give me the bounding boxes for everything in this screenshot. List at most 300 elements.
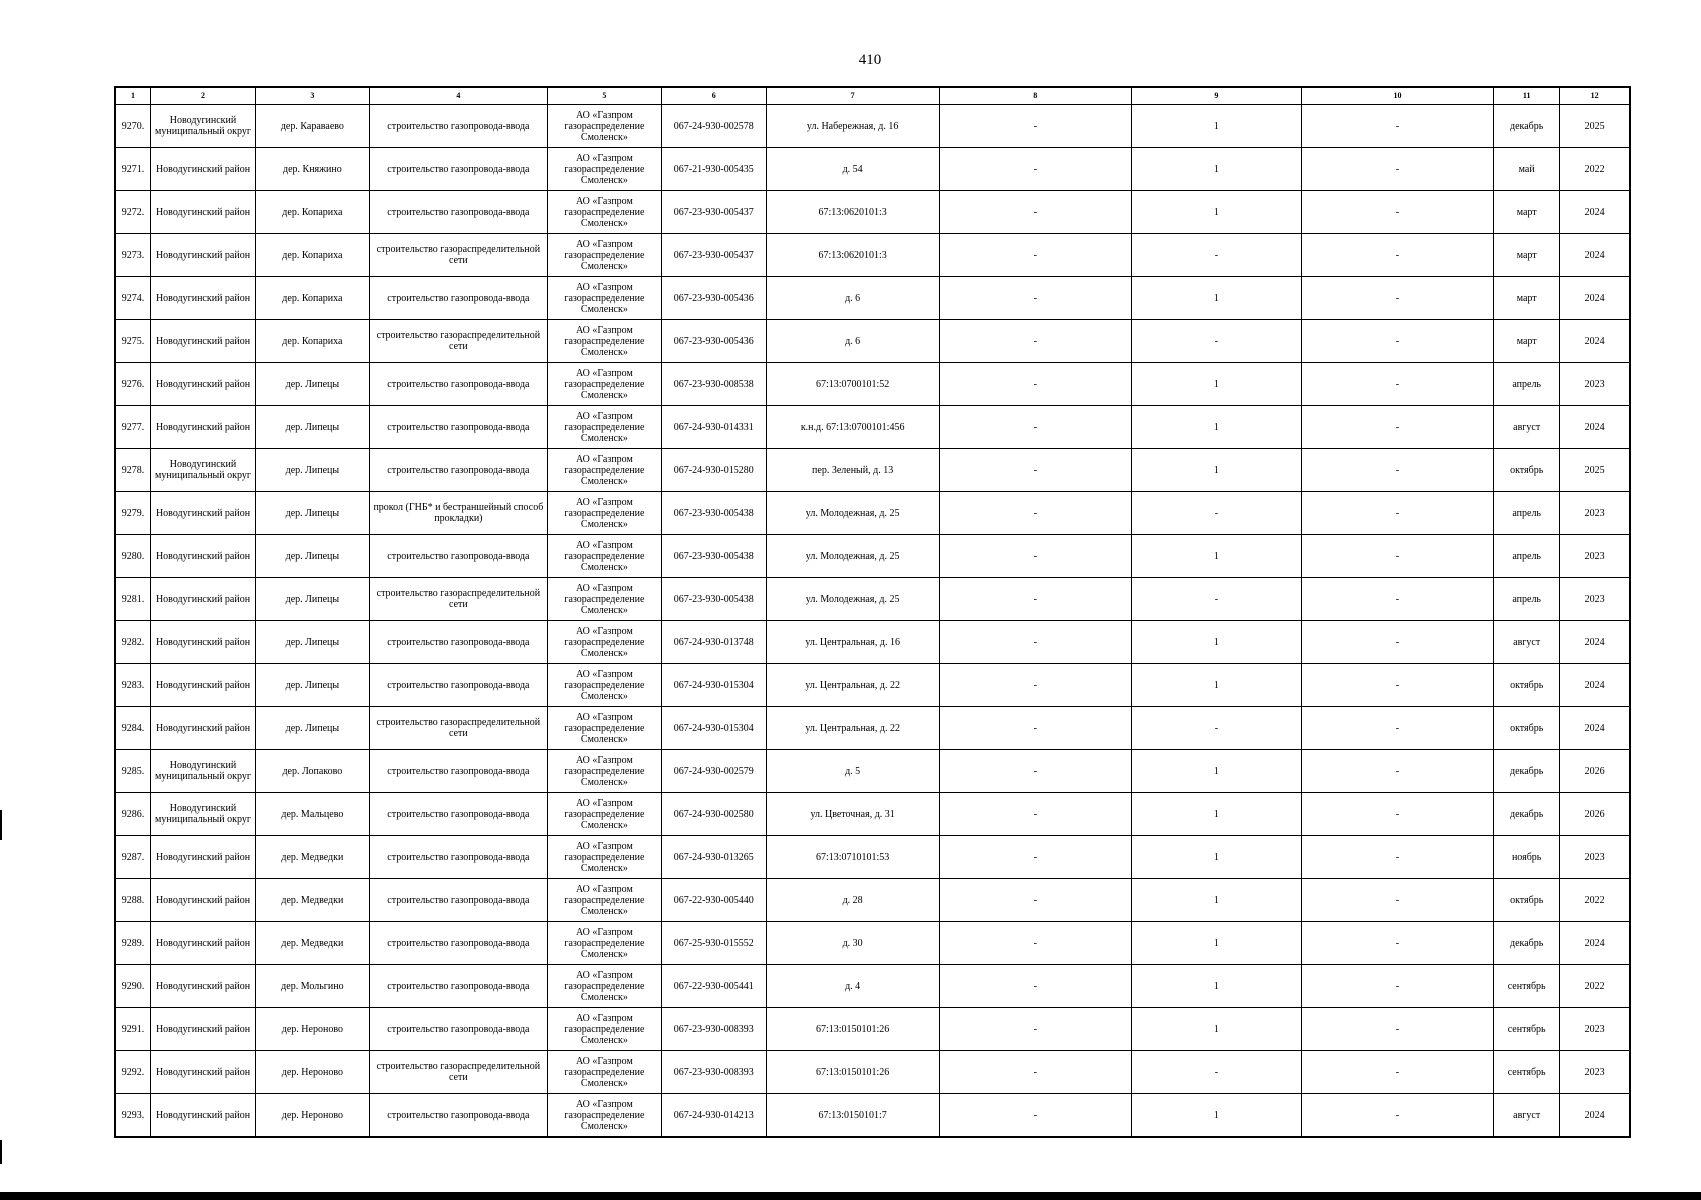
cell-municipality: Новодугинский муниципальный округ <box>151 793 256 836</box>
column-header: 7 <box>766 87 939 105</box>
cell-municipality: Новодугинский район <box>151 965 256 1008</box>
cell-object-code: 067-24-930-002578 <box>661 105 766 148</box>
cell-month: март <box>1494 277 1560 320</box>
cell-address: д. 5 <box>766 750 939 793</box>
cell-address: пер. Зеленый, д. 13 <box>766 449 939 492</box>
cell-row-number: 9279. <box>115 492 151 535</box>
cell-month: апрель <box>1494 535 1560 578</box>
cell-organization: АО «Газпром газораспределение Смоленск» <box>547 363 661 406</box>
cell-month: август <box>1494 1094 1560 1138</box>
cell-work-type: прокол (ГНБ* и бестраншейный способ прокладки) <box>369 492 547 535</box>
cell-address: ул. Молодежная, д. 25 <box>766 578 939 621</box>
table-row <box>115 320 1630 363</box>
cell-settlement: дер. Липецы <box>255 578 369 621</box>
header-row <box>115 87 1630 105</box>
cell-col-9-value: 1 <box>1131 965 1301 1008</box>
cell-municipality: Новодугинский район <box>151 363 256 406</box>
cell-object-code: 067-23-930-008393 <box>661 1008 766 1051</box>
cell-organization: АО «Газпром газораспределение Смоленск» <box>547 578 661 621</box>
cell-object-code: 067-24-930-015280 <box>661 449 766 492</box>
cell-settlement: дер. Княжино <box>255 148 369 191</box>
cell-settlement: дер. Караваево <box>255 105 369 148</box>
cell-organization: АО «Газпром газораспределение Смоленск» <box>547 750 661 793</box>
cell-object-code: 067-24-930-002580 <box>661 793 766 836</box>
cell-municipality: Новодугинский район <box>151 535 256 578</box>
cell-year: 2024 <box>1560 277 1630 320</box>
table-row <box>115 621 1630 664</box>
cell-work-type: строительство газораспределительной сети <box>369 578 547 621</box>
cell-month: декабрь <box>1494 793 1560 836</box>
cell-work-type: строительство газопровода-ввода <box>369 836 547 879</box>
cell-col-10-value: - <box>1301 793 1493 836</box>
cell-organization: АО «Газпром газораспределение Смоленск» <box>547 449 661 492</box>
cell-organization: АО «Газпром газораспределение Смоленск» <box>547 277 661 320</box>
cell-object-code: 067-23-930-005436 <box>661 320 766 363</box>
cell-col-9-value: 1 <box>1131 750 1301 793</box>
cell-address: д. 6 <box>766 277 939 320</box>
cell-col-10-value: - <box>1301 879 1493 922</box>
cell-work-type: строительство газопровода-ввода <box>369 793 547 836</box>
cell-address: 67:13:0700101:52 <box>766 363 939 406</box>
column-header: 10 <box>1301 87 1493 105</box>
cell-col-9-value: 1 <box>1131 191 1301 234</box>
cell-address: 67:13:0150101:7 <box>766 1094 939 1138</box>
cell-year: 2022 <box>1560 965 1630 1008</box>
table-row <box>115 191 1630 234</box>
cell-month: декабрь <box>1494 922 1560 965</box>
cell-col-8-value: - <box>939 621 1131 664</box>
column-header: 12 <box>1560 87 1630 105</box>
cell-work-type: строительство газораспределительной сети <box>369 1051 547 1094</box>
table-row <box>115 535 1630 578</box>
table-row <box>115 234 1630 277</box>
cell-object-code: 067-23-930-005436 <box>661 277 766 320</box>
cell-work-type: строительство газопровода-ввода <box>369 1008 547 1051</box>
cell-work-type: строительство газопровода-ввода <box>369 922 547 965</box>
cell-object-code: 067-25-930-015552 <box>661 922 766 965</box>
cell-col-10-value: - <box>1301 750 1493 793</box>
cell-col-10-value: - <box>1301 1094 1493 1138</box>
scan-bottom-edge <box>0 1192 1701 1200</box>
cell-municipality: Новодугинский район <box>151 621 256 664</box>
table-row <box>115 707 1630 750</box>
cell-col-10-value: - <box>1301 965 1493 1008</box>
cell-col-9-value: 1 <box>1131 879 1301 922</box>
cell-address: к.н.д. 67:13:0700101:456 <box>766 406 939 449</box>
cell-row-number: 9277. <box>115 406 151 449</box>
cell-col-8-value: - <box>939 105 1131 148</box>
cell-settlement: дер. Копариха <box>255 191 369 234</box>
cell-municipality: Новодугинский район <box>151 664 256 707</box>
cell-object-code: 067-23-930-008393 <box>661 1051 766 1094</box>
cell-organization: АО «Газпром газораспределение Смоленск» <box>547 406 661 449</box>
cell-year: 2024 <box>1560 234 1630 277</box>
cell-address: д. 6 <box>766 320 939 363</box>
cell-col-8-value: - <box>939 492 1131 535</box>
cell-year: 2025 <box>1560 105 1630 148</box>
table-row <box>115 879 1630 922</box>
cell-address: д. 28 <box>766 879 939 922</box>
cell-col-8-value: - <box>939 277 1131 320</box>
cell-organization: АО «Газпром газораспределение Смоленск» <box>547 320 661 363</box>
cell-col-10-value: - <box>1301 449 1493 492</box>
cell-col-10-value: - <box>1301 406 1493 449</box>
cell-col-8-value: - <box>939 879 1131 922</box>
cell-row-number: 9289. <box>115 922 151 965</box>
cell-object-code: 067-21-930-005435 <box>661 148 766 191</box>
table-row <box>115 1094 1630 1138</box>
cell-organization: АО «Газпром газораспределение Смоленск» <box>547 965 661 1008</box>
cell-municipality: Новодугинский муниципальный округ <box>151 750 256 793</box>
cell-row-number: 9285. <box>115 750 151 793</box>
cell-settlement: дер. Медведки <box>255 879 369 922</box>
cell-month: апрель <box>1494 363 1560 406</box>
cell-settlement: дер. Липецы <box>255 406 369 449</box>
cell-col-9-value: - <box>1131 707 1301 750</box>
table-row <box>115 578 1630 621</box>
cell-object-code: 067-24-930-014213 <box>661 1094 766 1138</box>
cell-settlement: дер. Мольгино <box>255 965 369 1008</box>
cell-object-code: 067-23-930-008538 <box>661 363 766 406</box>
cell-address: 67:13:0620101:3 <box>766 191 939 234</box>
cell-year: 2023 <box>1560 492 1630 535</box>
cell-year: 2024 <box>1560 664 1630 707</box>
cell-row-number: 9278. <box>115 449 151 492</box>
cell-row-number: 9275. <box>115 320 151 363</box>
cell-col-10-value: - <box>1301 363 1493 406</box>
cell-settlement: дер. Нероново <box>255 1008 369 1051</box>
cell-municipality: Новодугинский район <box>151 1051 256 1094</box>
cell-year: 2023 <box>1560 535 1630 578</box>
cell-month: ноябрь <box>1494 836 1560 879</box>
table-row <box>115 664 1630 707</box>
cell-municipality: Новодугинский район <box>151 406 256 449</box>
cell-municipality: Новодугинский район <box>151 148 256 191</box>
cell-organization: АО «Газпром газораспределение Смоленск» <box>547 922 661 965</box>
cell-month: сентябрь <box>1494 965 1560 1008</box>
cell-settlement: дер. Липецы <box>255 707 369 750</box>
cell-organization: АО «Газпром газораспределение Смоленск» <box>547 105 661 148</box>
cell-col-8-value: - <box>939 363 1131 406</box>
cell-col-10-value: - <box>1301 191 1493 234</box>
cell-row-number: 9272. <box>115 191 151 234</box>
cell-organization: АО «Газпром газораспределение Смоленск» <box>547 793 661 836</box>
column-header: 9 <box>1131 87 1301 105</box>
column-header: 4 <box>369 87 547 105</box>
cell-row-number: 9291. <box>115 1008 151 1051</box>
cell-col-9-value: - <box>1131 492 1301 535</box>
cell-settlement: дер. Нероново <box>255 1094 369 1138</box>
cell-address: д. 30 <box>766 922 939 965</box>
table-row <box>115 793 1630 836</box>
cell-col-9-value: 1 <box>1131 105 1301 148</box>
table-row <box>115 965 1630 1008</box>
cell-col-10-value: - <box>1301 148 1493 191</box>
cell-row-number: 9284. <box>115 707 151 750</box>
cell-work-type: строительство газопровода-ввода <box>369 879 547 922</box>
cell-organization: АО «Газпром газораспределение Смоленск» <box>547 879 661 922</box>
cell-col-9-value: 1 <box>1131 836 1301 879</box>
cell-col-9-value: 1 <box>1131 535 1301 578</box>
cell-col-9-value: 1 <box>1131 148 1301 191</box>
cell-col-10-value: - <box>1301 535 1493 578</box>
cell-address: 67:13:0150101:26 <box>766 1051 939 1094</box>
cell-month: сентябрь <box>1494 1051 1560 1094</box>
cell-row-number: 9276. <box>115 363 151 406</box>
cell-year: 2024 <box>1560 922 1630 965</box>
cell-col-8-value: - <box>939 793 1131 836</box>
cell-row-number: 9282. <box>115 621 151 664</box>
cell-col-8-value: - <box>939 191 1131 234</box>
cell-row-number: 9274. <box>115 277 151 320</box>
cell-col-9-value: - <box>1131 320 1301 363</box>
table-row <box>115 105 1630 148</box>
cell-year: 2024 <box>1560 191 1630 234</box>
cell-work-type: строительство газопровода-ввода <box>369 1094 547 1138</box>
cell-organization: АО «Газпром газораспределение Смоленск» <box>547 836 661 879</box>
cell-col-8-value: - <box>939 836 1131 879</box>
cell-work-type: строительство газораспределительной сети <box>369 707 547 750</box>
cell-address: ул. Центральная, д. 22 <box>766 664 939 707</box>
cell-object-code: 067-23-930-005437 <box>661 234 766 277</box>
table-row <box>115 836 1630 879</box>
cell-address: д. 54 <box>766 148 939 191</box>
cell-address: ул. Центральная, д. 22 <box>766 707 939 750</box>
table-row <box>115 406 1630 449</box>
cell-col-8-value: - <box>939 449 1131 492</box>
table-row <box>115 1008 1630 1051</box>
cell-month: март <box>1494 191 1560 234</box>
cell-row-number: 9270. <box>115 105 151 148</box>
cell-year: 2025 <box>1560 449 1630 492</box>
cell-municipality: Новодугинский район <box>151 1008 256 1051</box>
cell-object-code: 067-24-930-015304 <box>661 707 766 750</box>
cell-work-type: строительство газопровода-ввода <box>369 363 547 406</box>
cell-col-9-value: 1 <box>1131 1094 1301 1138</box>
cell-row-number: 9281. <box>115 578 151 621</box>
table-row <box>115 922 1630 965</box>
cell-col-10-value: - <box>1301 234 1493 277</box>
table-row <box>115 492 1630 535</box>
cell-row-number: 9271. <box>115 148 151 191</box>
cell-col-9-value: 1 <box>1131 1008 1301 1051</box>
cell-col-10-value: - <box>1301 621 1493 664</box>
works-table <box>114 86 1631 1138</box>
cell-work-type: строительство газопровода-ввода <box>369 965 547 1008</box>
cell-col-10-value: - <box>1301 1008 1493 1051</box>
scan-edge-mark <box>0 1140 2 1164</box>
cell-col-8-value: - <box>939 707 1131 750</box>
cell-col-10-value: - <box>1301 922 1493 965</box>
cell-year: 2024 <box>1560 1094 1630 1138</box>
cell-municipality: Новодугинский район <box>151 922 256 965</box>
cell-row-number: 9290. <box>115 965 151 1008</box>
cell-col-10-value: - <box>1301 277 1493 320</box>
cell-settlement: дер. Копариха <box>255 320 369 363</box>
cell-year: 2024 <box>1560 621 1630 664</box>
column-header: 8 <box>939 87 1131 105</box>
cell-address: ул. Молодежная, д. 25 <box>766 535 939 578</box>
cell-work-type: строительство газопровода-ввода <box>369 148 547 191</box>
cell-month: октябрь <box>1494 664 1560 707</box>
table-header <box>115 87 1630 105</box>
cell-row-number: 9273. <box>115 234 151 277</box>
cell-col-10-value: - <box>1301 707 1493 750</box>
cell-organization: АО «Газпром газораспределение Смоленск» <box>547 234 661 277</box>
cell-year: 2022 <box>1560 148 1630 191</box>
cell-settlement: дер. Медведки <box>255 922 369 965</box>
cell-organization: АО «Газпром газораспределение Смоленск» <box>547 621 661 664</box>
cell-organization: АО «Газпром газораспределение Смоленск» <box>547 191 661 234</box>
cell-work-type: строительство газопровода-ввода <box>369 535 547 578</box>
cell-month: декабрь <box>1494 105 1560 148</box>
cell-year: 2024 <box>1560 406 1630 449</box>
cell-object-code: 067-24-930-014331 <box>661 406 766 449</box>
cell-col-9-value: 1 <box>1131 664 1301 707</box>
cell-year: 2024 <box>1560 320 1630 363</box>
cell-year: 2022 <box>1560 879 1630 922</box>
cell-month: декабрь <box>1494 750 1560 793</box>
cell-year: 2026 <box>1560 750 1630 793</box>
cell-work-type: строительство газопровода-ввода <box>369 191 547 234</box>
cell-work-type: строительство газопровода-ввода <box>369 277 547 320</box>
cell-col-8-value: - <box>939 664 1131 707</box>
cell-col-8-value: - <box>939 1008 1131 1051</box>
cell-settlement: дер. Лопаково <box>255 750 369 793</box>
cell-col-10-value: - <box>1301 1051 1493 1094</box>
cell-work-type: строительство газопровода-ввода <box>369 750 547 793</box>
cell-year: 2023 <box>1560 363 1630 406</box>
cell-col-8-value: - <box>939 320 1131 363</box>
cell-month: апрель <box>1494 492 1560 535</box>
cell-col-9-value: 1 <box>1131 277 1301 320</box>
cell-organization: АО «Газпром газораспределение Смоленск» <box>547 664 661 707</box>
cell-settlement: дер. Копариха <box>255 277 369 320</box>
cell-row-number: 9288. <box>115 879 151 922</box>
cell-col-8-value: - <box>939 234 1131 277</box>
cell-work-type: строительство газопровода-ввода <box>369 406 547 449</box>
cell-municipality: Новодугинский район <box>151 234 256 277</box>
cell-organization: АО «Газпром газораспределение Смоленск» <box>547 1051 661 1094</box>
cell-row-number: 9280. <box>115 535 151 578</box>
cell-month: март <box>1494 234 1560 277</box>
cell-address: ул. Набережная, д. 16 <box>766 105 939 148</box>
cell-address: 67:13:0620101:3 <box>766 234 939 277</box>
cell-address: ул. Цветочная, д. 31 <box>766 793 939 836</box>
cell-work-type: строительство газораспределительной сети <box>369 234 547 277</box>
cell-organization: АО «Газпром газораспределение Смоленск» <box>547 492 661 535</box>
cell-col-8-value: - <box>939 148 1131 191</box>
cell-municipality: Новодугинский район <box>151 320 256 363</box>
column-header: 11 <box>1494 87 1560 105</box>
cell-municipality: Новодугинский район <box>151 492 256 535</box>
cell-address: ул. Центральная, д. 16 <box>766 621 939 664</box>
cell-object-code: 067-23-930-005438 <box>661 492 766 535</box>
cell-col-9-value: 1 <box>1131 406 1301 449</box>
table-row <box>115 1051 1630 1094</box>
cell-address: 67:13:0710101:53 <box>766 836 939 879</box>
cell-month: август <box>1494 621 1560 664</box>
cell-col-9-value: 1 <box>1131 793 1301 836</box>
cell-col-10-value: - <box>1301 320 1493 363</box>
cell-organization: АО «Газпром газораспределение Смоленск» <box>547 707 661 750</box>
cell-col-9-value: - <box>1131 234 1301 277</box>
cell-col-10-value: - <box>1301 578 1493 621</box>
table-row <box>115 363 1630 406</box>
table-row <box>115 750 1630 793</box>
cell-settlement: дер. Липецы <box>255 449 369 492</box>
table-row <box>115 148 1630 191</box>
cell-col-9-value: 1 <box>1131 621 1301 664</box>
cell-month: сентябрь <box>1494 1008 1560 1051</box>
cell-month: октябрь <box>1494 449 1560 492</box>
cell-object-code: 067-23-930-005438 <box>661 535 766 578</box>
cell-organization: АО «Газпром газораспределение Смоленск» <box>547 148 661 191</box>
cell-municipality: Новодугинский район <box>151 277 256 320</box>
cell-address: ул. Молодежная, д. 25 <box>766 492 939 535</box>
cell-col-9-value: - <box>1131 1051 1301 1094</box>
cell-address: 67:13:0150101:26 <box>766 1008 939 1051</box>
cell-settlement: дер. Липецы <box>255 492 369 535</box>
cell-col-8-value: - <box>939 1051 1131 1094</box>
cell-work-type: строительство газопровода-ввода <box>369 449 547 492</box>
cell-settlement: дер. Липецы <box>255 664 369 707</box>
cell-year: 2023 <box>1560 1008 1630 1051</box>
cell-work-type: строительство газопровода-ввода <box>369 621 547 664</box>
column-header: 3 <box>255 87 369 105</box>
cell-municipality: Новодугинский район <box>151 707 256 750</box>
cell-settlement: дер. Нероново <box>255 1051 369 1094</box>
cell-col-9-value: 1 <box>1131 363 1301 406</box>
cell-month: март <box>1494 320 1560 363</box>
cell-object-code: 067-24-930-013748 <box>661 621 766 664</box>
cell-object-code: 067-24-930-015304 <box>661 664 766 707</box>
cell-row-number: 9292. <box>115 1051 151 1094</box>
cell-object-code: 067-24-930-013265 <box>661 836 766 879</box>
cell-municipality: Новодугинский район <box>151 578 256 621</box>
cell-row-number: 9286. <box>115 793 151 836</box>
column-header: 5 <box>547 87 661 105</box>
cell-col-9-value: 1 <box>1131 449 1301 492</box>
cell-col-8-value: - <box>939 922 1131 965</box>
cell-col-8-value: - <box>939 535 1131 578</box>
cell-year: 2023 <box>1560 578 1630 621</box>
column-header: 1 <box>115 87 151 105</box>
scan-edge-mark <box>0 810 2 840</box>
cell-col-10-value: - <box>1301 105 1493 148</box>
cell-col-10-value: - <box>1301 836 1493 879</box>
page-number: 410 <box>858 52 882 68</box>
cell-settlement: дер. Липецы <box>255 363 369 406</box>
cell-col-9-value: 1 <box>1131 922 1301 965</box>
cell-organization: АО «Газпром газораспределение Смоленск» <box>547 535 661 578</box>
table-row <box>115 277 1630 320</box>
cell-col-8-value: - <box>939 1094 1131 1138</box>
cell-object-code: 067-22-930-005441 <box>661 965 766 1008</box>
cell-row-number: 9293. <box>115 1094 151 1138</box>
cell-municipality: Новодугинский район <box>151 1094 256 1138</box>
cell-settlement: дер. Липецы <box>255 621 369 664</box>
cell-municipality: Новодугинский район <box>151 879 256 922</box>
cell-year: 2024 <box>1560 707 1630 750</box>
cell-year: 2026 <box>1560 793 1630 836</box>
table-body <box>115 105 1630 1138</box>
cell-municipality: Новодугинский муниципальный округ <box>151 449 256 492</box>
cell-col-10-value: - <box>1301 492 1493 535</box>
cell-municipality: Новодугинский район <box>151 191 256 234</box>
cell-year: 2023 <box>1560 1051 1630 1094</box>
cell-month: апрель <box>1494 578 1560 621</box>
